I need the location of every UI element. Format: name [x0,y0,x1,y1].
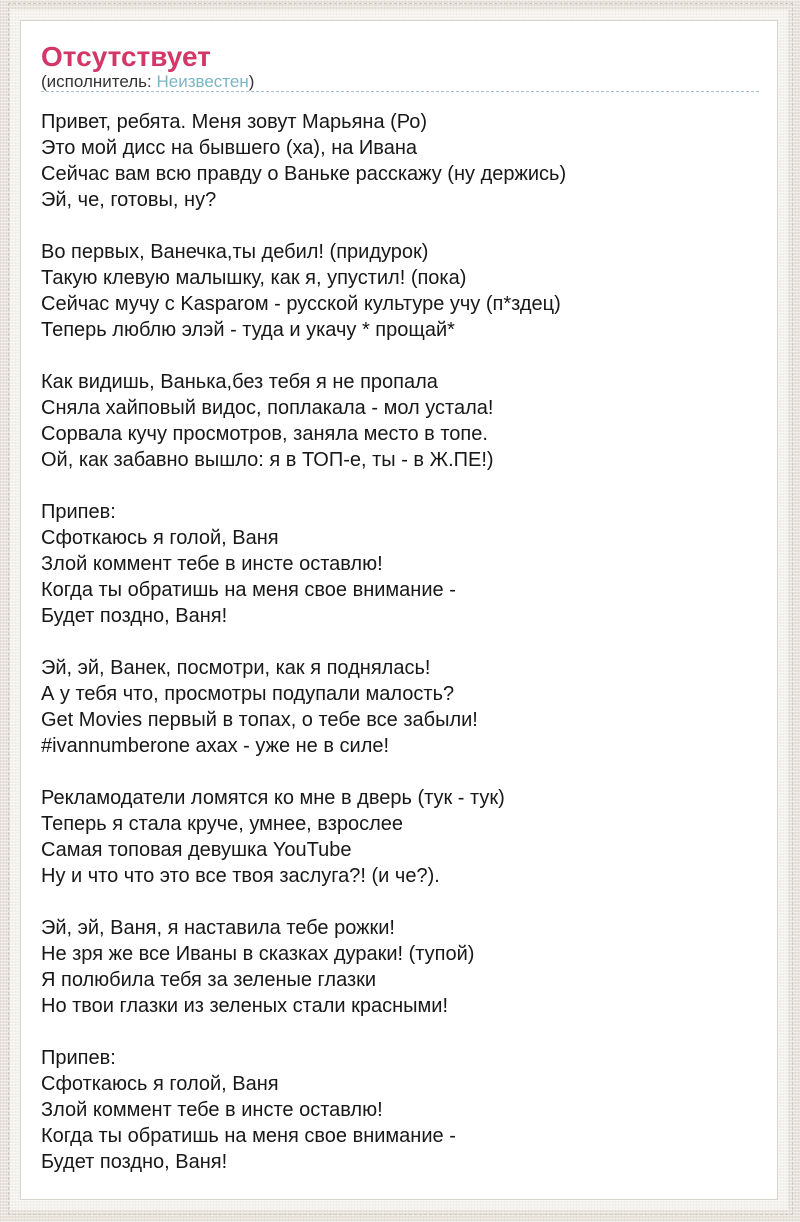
artist-line-suffix: ) [248,72,255,91]
lyric-line: Сейчас вам всю правду о Ваньке расскажу (ну держись) [41,163,567,185]
lyrics-card [20,20,778,1200]
lyric-line: Припев: [41,501,116,523]
lyric-line: Когда ты обратишь на меня свое внимание - [41,1125,456,1147]
lyric-line: Будет поздно, Ваня! [41,605,228,627]
lyric-line: Сейчас мучу с Kasparом - русской культуре учу (п*здец) [41,293,561,315]
lyric-line: Теперь я стала круче, умнее, взрослее [41,813,404,835]
lyric-line: Такую клевую малышку, как я, упустил! (пока) [41,267,467,289]
stanza [41,369,757,473]
lyric-line: Сфоткаюсь я голой, Ваня [41,1073,279,1095]
lyric-line: Это мой дисс на бывшего (ха), на Ивана [41,137,417,159]
lyric-line: Эй, эй, Ванек, посмотри, как я поднялась! [41,657,431,679]
lyric-line: Но твои глазки из зеленых стали красными! [41,995,449,1017]
lyric-line: Ой, как забавно вышло: я в ТОП-е, ты - в Ж.ПЕ!) [41,449,494,471]
stanza [41,239,757,343]
lyric-line: Рекламодатели ломятся ко мне в дверь (тук - тук) [41,787,505,809]
lyric-line: Будет поздно, Ваня! [41,1151,228,1173]
stanza [41,1045,757,1175]
lyric-line: Злой коммент тебе в инсте оставлю! [41,553,383,575]
lyric-line: А у тебя что, просмотры подупали малость? [41,683,455,705]
lyric-line: Ну и что что это все твоя заслуга?! (и че?). [41,865,440,887]
stanza [41,785,757,889]
lyric-line: Привет, ребята. Меня зовут Марьяна (Ро) [41,111,428,133]
lyric-line: Эй, эй, Ваня, я наставила тебе рожки! [41,917,395,939]
dashed-separator [41,91,759,92]
lyric-line: Самая топовая девушка YouTube [41,839,352,861]
lyrics [41,109,757,1175]
artist-label: (исполнитель: [41,72,157,91]
stanza [41,655,757,759]
lyric-line: Злой коммент тебе в инсте оставлю! [41,1099,383,1121]
lyric-line: Сорвала кучу просмотров, заняла место в топе. [41,423,488,445]
stanza [41,109,757,213]
lyric-line: #ivannumberone ахах - уже не в силе! [41,735,390,757]
lyric-line: Get Movies первый в топах, о тебе все забыли! [41,709,478,731]
lyric-line: Когда ты обратишь на меня свое внимание - [41,579,456,601]
artist-link[interactable]: Неизвестен [156,72,249,91]
lyric-line: Я полюбила тебя за зеленые глазки [41,969,377,991]
stanza [41,915,757,1019]
lyric-line: Во первых, Ванечка,ты дебил! (придурок) [41,241,429,263]
artist-line [41,73,757,91]
lyric-line: Сняла хайповый видос, поплакала - мол устала! [41,397,494,419]
lyric-line: Теперь люблю элэй - туда и укачу * прощай* [41,319,455,341]
stanza [41,499,757,629]
song-title: Отсутствует [41,41,211,72]
lyric-line: Не зря же все Иваны в сказках дураки! (тупой) [41,943,475,965]
lyric-line: Сфоткаюсь я голой, Ваня [41,527,279,549]
lyric-line: Припев: [41,1047,116,1069]
lyric-line: Эй, че, готовы, ну? [41,189,217,211]
lyric-line: Как видишь, Ванька,без тебя я не пропала [41,371,438,393]
